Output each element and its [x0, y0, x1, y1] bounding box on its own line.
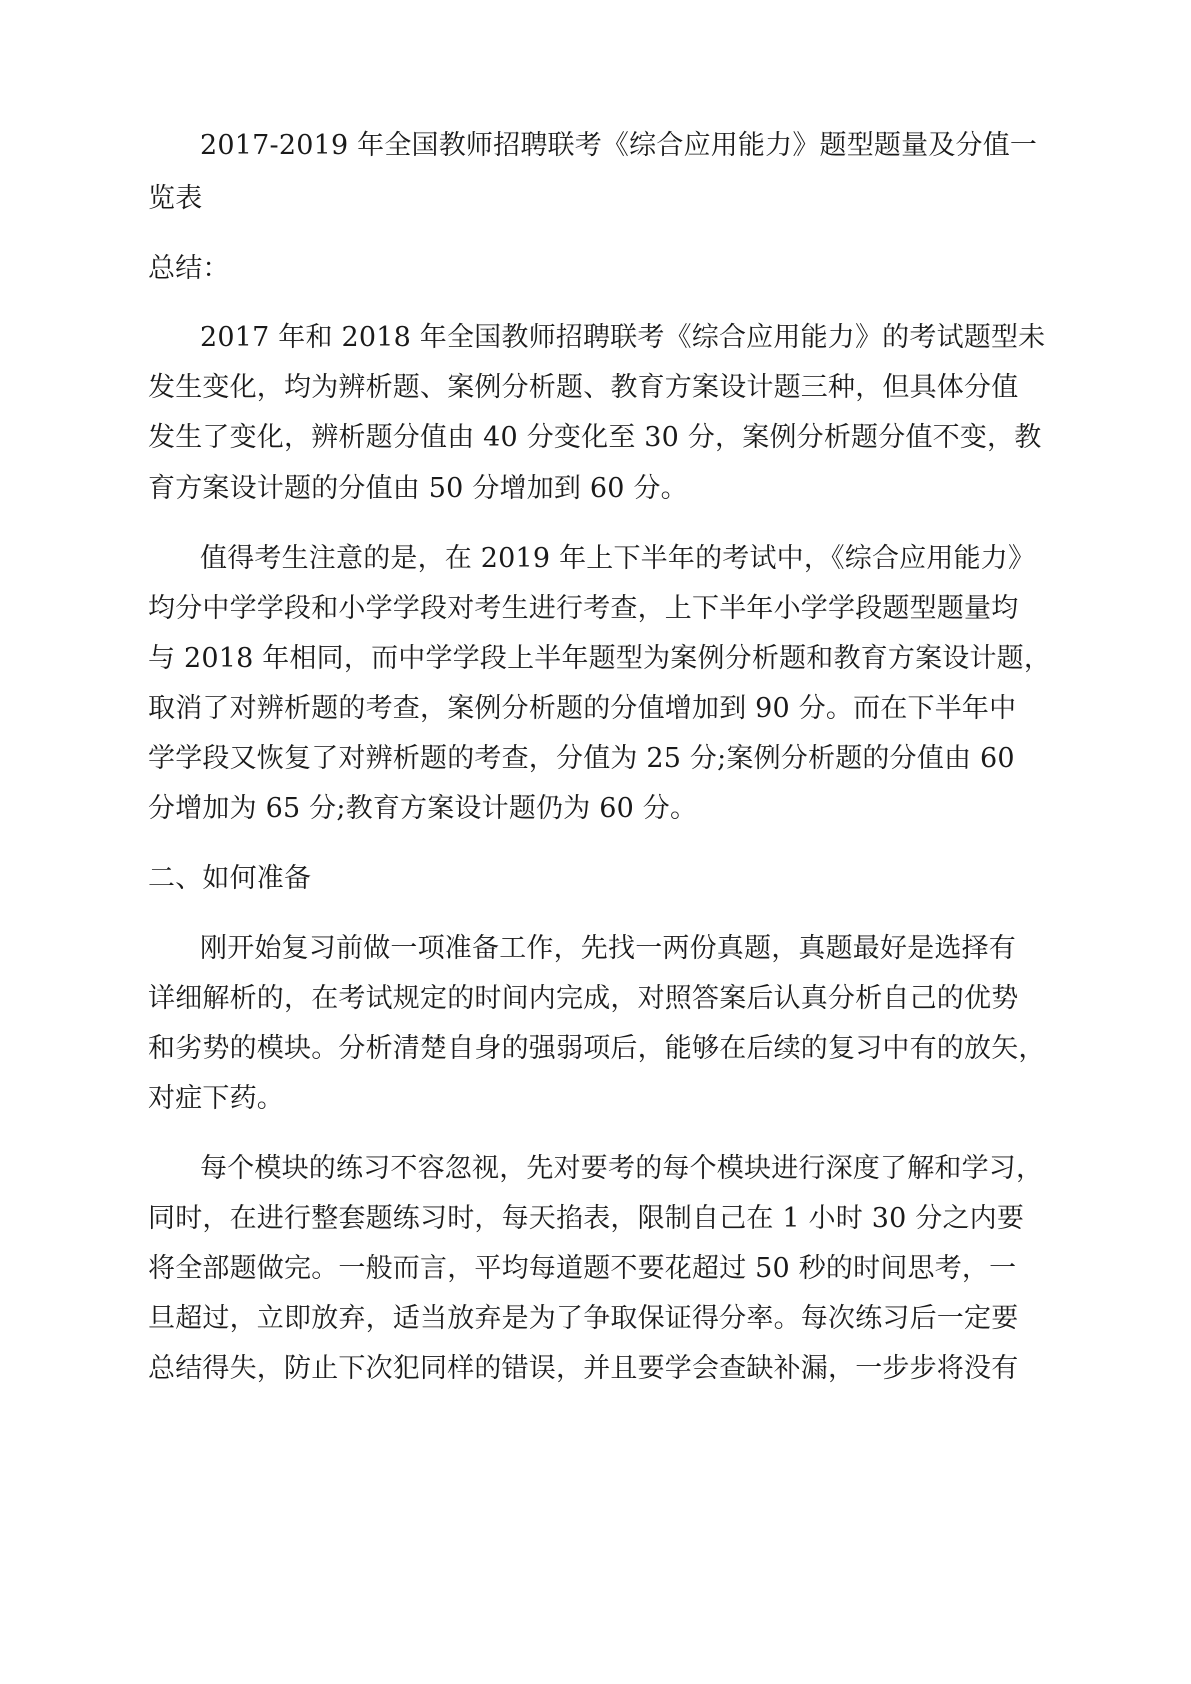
- paragraph-3-line-1: 刚开始复习前做一项准备工作，先找一两份真题，真题最好是选择有: [200, 933, 1016, 964]
- paragraph-1-line-3: 发生了变化，辨析题分值由 40 分变化至 30 分，案例分析题分值不变，教: [148, 422, 1042, 453]
- document-title-line-2: 览表: [148, 183, 203, 214]
- paragraph-2-line-6: 分增加为 65 分;教育方案设计题仍为 60 分。: [148, 793, 698, 824]
- summary-heading: 总结：: [148, 253, 230, 284]
- paragraph-1-line-4: 育方案设计题的分值由 50 分增加到 60 分。: [148, 473, 688, 504]
- paragraph-2-line-1: 值得考生注意的是，在 2019 年上下半年的考试中，《综合应用能力》: [200, 543, 1036, 574]
- paragraph-3-line-2: 详细解析的，在考试规定的时间内完成，对照答案后认真分析自己的优势: [148, 983, 1019, 1014]
- paragraph-2-line-5: 学学段又恢复了对辨析题的考查，分值为 25 分;案例分析题的分值由 60: [148, 743, 1015, 774]
- section-2-heading: 二、如何准备: [148, 863, 312, 894]
- paragraph-2-line-4: 取消了对辨析题的考查，案例分析题的分值增加到 90 分。而在下半年中: [148, 693, 1017, 724]
- paragraph-1-line-2: 发生变化，均为辨析题、案例分析题、教育方案设计题三种，但具体分值: [148, 372, 1019, 403]
- document-title-line-1: 2017-2019 年全国教师招聘联考《综合应用能力》题型题量及分值一: [200, 130, 1038, 161]
- paragraph-2-line-3: 与 2018 年相同，而中学学段上半年题型为案例分析题和教育方案设计题，: [148, 643, 1052, 674]
- paragraph-3-line-3: 和劣势的模块。分析清楚自身的强弱项后，能够在后续的复习中有的放矢，: [148, 1033, 1046, 1064]
- paragraph-1-line-1: 2017 年和 2018 年全国教师招聘联考《综合应用能力》的考试题型未: [200, 322, 1046, 353]
- paragraph-4-line-1: 每个模块的练习不容忽视，先对要考的每个模块进行深度了解和学习，: [200, 1153, 1044, 1184]
- paragraph-4-line-5: 总结得失，防止下次犯同样的错误，并且要学会查缺补漏，一步步将没有: [148, 1353, 1019, 1384]
- paragraph-4-line-4: 旦超过，立即放弃，适当放弃是为了争取保证得分率。每次练习后一定要: [148, 1303, 1019, 1334]
- paragraph-3-line-4: 对症下药。: [148, 1083, 284, 1114]
- paragraph-2-line-2: 均分中学学段和小学学段对考生进行考查，上下半年小学学段题型题量均: [148, 593, 1019, 624]
- paragraph-4-line-2: 同时，在进行整套题练习时，每天掐表，限制自己在 1 小时 30 分之内要: [148, 1203, 1025, 1234]
- paragraph-4-line-3: 将全部题做完。一般而言，平均每道题不要花超过 50 秒的时间思考，一: [148, 1253, 1017, 1284]
